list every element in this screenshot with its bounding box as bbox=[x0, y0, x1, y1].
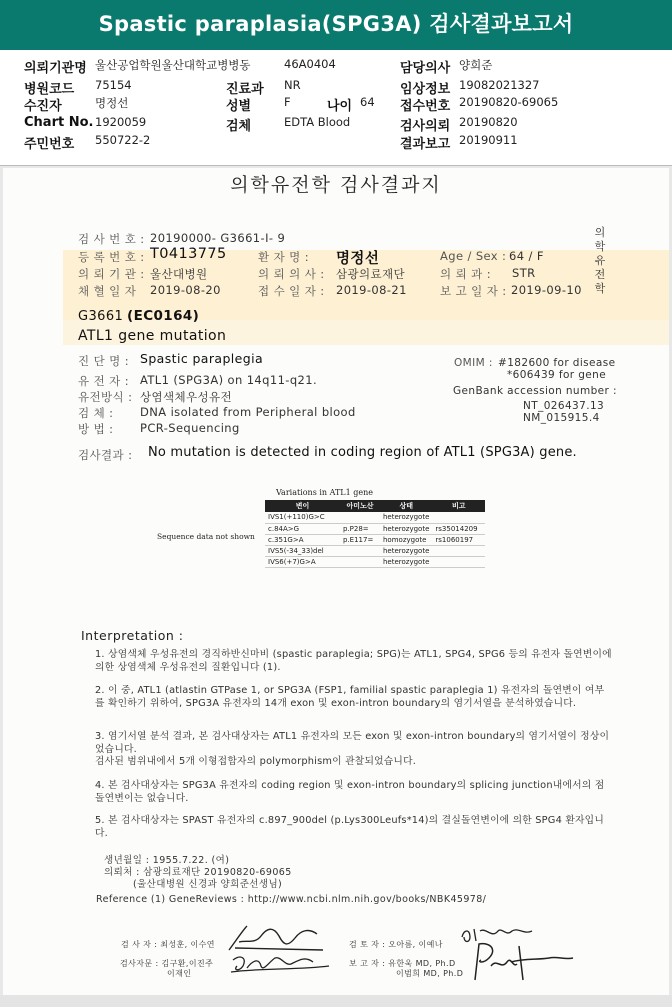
inherit-value: 상염색체우성유전 bbox=[140, 390, 233, 404]
genbank-nm: NM_015915.4 bbox=[523, 412, 600, 424]
table-row bbox=[265, 512, 485, 523]
info-value-age: 64 bbox=[360, 95, 375, 109]
info-value-chart: 1920059 bbox=[95, 115, 147, 129]
interpretation-para-4: 4. 본 검사대상자는 SPG3A 유전자의 coding region 및 exon-intron boundary의 splicing junction내에서의 점돌연변이는 없습니다. bbox=[95, 780, 605, 804]
omim-label: OMIM : bbox=[454, 357, 493, 369]
reg-no: T0413775 bbox=[150, 246, 227, 262]
info-value-resident: 550722-2 bbox=[95, 133, 151, 147]
interpretation-para-2: 2. 이 중, ATL1 (atlastin GTPase 1, or SPG3A (FSP1, familial spastic paraplegia 1) 유전자의 돌연변이 여부를 확인하기 위하여, SPG3A 유전자의 14개 exon 및 exon-intron boundary의 염기서열을 분석하였습니다. bbox=[95, 685, 605, 709]
advisor-signature bbox=[229, 950, 333, 978]
info-label-sex: 성별 bbox=[226, 99, 252, 114]
info-value-institution: 울산공업학원울산대학교병병동 bbox=[95, 58, 251, 72]
collect-date: 2019-08-20 bbox=[150, 283, 221, 297]
cell-variant: IVS6(+7)G>A bbox=[265, 556, 340, 567]
patient-label: 환 자 명 : bbox=[258, 250, 309, 264]
info-value-hospital-code: 75154 bbox=[95, 78, 132, 92]
dept-label: 의 뢰 과 : bbox=[440, 267, 491, 281]
sequence-note: Sequence data not shown bbox=[157, 532, 255, 541]
cell-note: rs1060197 bbox=[432, 534, 485, 545]
info-label-hospital-code: 병원코드 bbox=[24, 82, 75, 97]
sig-reporter-label: 보 고 자 : 유한욱 MD, Ph.D bbox=[349, 959, 456, 968]
gene-value: ATL1 (SPG3A) on 14q11-q21. bbox=[140, 373, 318, 387]
cell-amino bbox=[340, 556, 380, 567]
doc-title: 의학유전학 검사결과지 bbox=[230, 174, 442, 196]
cell-status: heterozygote bbox=[380, 556, 432, 567]
cell-note: rs35014209 bbox=[432, 523, 485, 534]
specimen-value: DNA isolated from Peripheral blood bbox=[140, 405, 356, 419]
info-value-result-report: 20190911 bbox=[459, 133, 518, 147]
info-label-receipt: 접수번호 bbox=[400, 99, 451, 114]
info-value-patient: 명정선 bbox=[95, 96, 129, 110]
report-title: Spastic paraplasia(SPG3A) 검사결과보고서 bbox=[98, 12, 574, 36]
report-date: 2019-09-10 bbox=[511, 283, 582, 297]
sig-advisor-label: 검사자문 : 김구환,이진주 bbox=[120, 959, 214, 968]
cell-note bbox=[432, 512, 485, 523]
side-label: 의학유전학 bbox=[594, 226, 606, 295]
diag-value: Spastic paraplegia bbox=[140, 351, 264, 366]
req-inst: 울산대병원 bbox=[150, 267, 208, 281]
diag-label: 진 단 명 : bbox=[78, 354, 129, 368]
cell-note bbox=[432, 556, 485, 567]
genbank-label: GenBank accession number : bbox=[453, 385, 617, 397]
info-label-resident: 주민번호 bbox=[24, 137, 75, 152]
info-value-doctor: 양희준 bbox=[459, 58, 493, 72]
info-value-department: NR bbox=[284, 78, 301, 92]
collect-label: 채 혈 일 자 bbox=[78, 284, 137, 298]
omim-gene: *606439 for gene bbox=[507, 369, 607, 381]
reporter-signature bbox=[461, 940, 581, 984]
dept-value: STR bbox=[512, 266, 536, 280]
agesex-value: 64 / F bbox=[509, 249, 544, 263]
cell-variant: IVS5(-34_33)del bbox=[265, 545, 340, 556]
patient-name: 명정선 bbox=[336, 251, 380, 267]
cell-amino: p.P28= bbox=[340, 523, 380, 534]
table-row bbox=[265, 534, 485, 545]
info-label-department: 진료과 bbox=[226, 82, 264, 97]
col-note: 비고 bbox=[432, 500, 485, 512]
cell-variant: IVS1(+110)G>C bbox=[265, 512, 340, 523]
test-name: ATL1 gene mutation bbox=[78, 328, 227, 344]
cell-amino bbox=[340, 545, 380, 556]
scanned-report bbox=[3, 168, 669, 995]
info-label-result-report: 결과보고 bbox=[400, 137, 451, 152]
sig-advisor-label-2: 이재인 bbox=[167, 969, 192, 978]
info-value-receipt: 20190820-69065 bbox=[459, 95, 559, 109]
specimen-label: 검 체 : bbox=[78, 406, 114, 420]
method-value: PCR-Sequencing bbox=[140, 421, 240, 435]
req-doc-label: 의 뢰 의 사 : bbox=[258, 267, 325, 281]
method-label: 방 법 : bbox=[78, 422, 114, 436]
interpretation-para-1: 1. 상염색체 우성유전의 경직하반신마비 (spastic paraplegia; SPG)는 ATL1, SPG4, SPG6 등의 유전자 돌연변이에 의한 상염색체 우성유전의 질환입니다 (1). bbox=[95, 649, 612, 673]
exam-no-label: 검 사 번 호 : bbox=[78, 232, 145, 246]
receive-date: 2019-08-21 bbox=[336, 283, 407, 297]
reference: Reference (1) GeneReviews : http://www.ncbi.nlm.nih.gov/books/NBK45978/ bbox=[96, 894, 487, 905]
variants-table bbox=[265, 500, 485, 568]
agesex-label: Age / Sex : bbox=[440, 249, 507, 263]
cell-status: heterozygote bbox=[380, 523, 432, 534]
table-row bbox=[265, 523, 485, 534]
table-row bbox=[265, 556, 485, 567]
omim-disease: #182600 for disease bbox=[498, 357, 616, 369]
variants-title: Variations in ATL1 gene bbox=[276, 488, 373, 497]
interpretation-para-5: 5. 본 검사대상자는 SPAST 유전자의 c.897_900del (p.Lys300Leufs*14)의 결실돌연변이에 의한 SPG4 환자입니다. bbox=[95, 815, 604, 839]
interpretation-para-3: 3. 염기서열 분석 결과, 본 검사대상자는 ATL1 유전자의 모든 exon 및 exon-intron boundary의 염기서열이 정상이었습니다. bbox=[95, 731, 610, 755]
col-amino: 아미노산 bbox=[340, 500, 380, 512]
inherit-label: 유전방식 : bbox=[78, 390, 133, 404]
gene-label: 유 전 자 : bbox=[78, 374, 129, 388]
info-value-request: 20190820 bbox=[459, 115, 518, 129]
cell-status: heterozygote bbox=[380, 512, 432, 523]
report-label: 보 고 일 자 : bbox=[440, 284, 507, 298]
table-row bbox=[265, 545, 485, 556]
exam-no: 20190000- G3661-I- 9 bbox=[150, 231, 286, 245]
sig-reviewer-label: 검 토 자 : 오아름, 이예나 bbox=[349, 940, 443, 949]
info-label-institution: 의뢰기관명 bbox=[24, 61, 87, 76]
col-status: 상태 bbox=[380, 500, 432, 512]
info-label-specimen: 검체 bbox=[226, 119, 252, 134]
info-label-clinical: 임상정보 bbox=[400, 82, 451, 97]
info-label-chart: Chart No. bbox=[24, 115, 94, 130]
test-code: G3661 bbox=[78, 309, 124, 324]
result-label: 검사결과 : bbox=[78, 448, 133, 462]
cell-note bbox=[432, 545, 485, 556]
reg-no-label: 등 록 번 호 : bbox=[78, 250, 145, 264]
requester: 의뢰처 : 삼광의료재단 20190820-69065 bbox=[104, 867, 292, 878]
result-text: No mutation is detected in coding region of ATL1 (SPG3A) gene. bbox=[148, 445, 577, 460]
info-value-ward: 46A0404 bbox=[284, 57, 336, 71]
info-value-clinical: 19082021327 bbox=[459, 78, 540, 92]
patient-info-panel bbox=[0, 50, 672, 166]
req-doc: 삼광의료재단 bbox=[336, 267, 406, 281]
sig-examiner-label: 검 사 자 : 최성훈, 이수연 bbox=[121, 940, 215, 949]
cell-amino: p.E117= bbox=[340, 534, 380, 545]
cell-amino bbox=[340, 512, 380, 523]
variants-header-row bbox=[265, 500, 485, 512]
col-variant: 변이 bbox=[265, 500, 340, 512]
requester-detail: (울산대병원 신경과 양희준선생님) bbox=[133, 879, 283, 890]
cell-variant: c.84A>G bbox=[265, 523, 340, 534]
info-label-doctor: 담당의사 bbox=[400, 61, 451, 76]
test-code-2: (EC0164) bbox=[127, 308, 200, 324]
sig-reporter-label-2: 이범희 MD, Ph.D bbox=[396, 969, 464, 978]
cell-variant: c.351G>A bbox=[265, 534, 340, 545]
info-value-specimen: EDTA Blood bbox=[284, 115, 351, 129]
birth-date: 생년월일 : 1955.7.22. (여) bbox=[104, 855, 230, 866]
bottom-strip bbox=[0, 995, 672, 1007]
interpretation-heading: Interpretation : bbox=[81, 628, 184, 643]
genbank-nt: NT_026437.13 bbox=[523, 400, 605, 412]
cell-status: homozygote bbox=[380, 534, 432, 545]
cell-status: heterozygote bbox=[380, 545, 432, 556]
info-label-patient: 수진자 bbox=[24, 99, 62, 114]
receive-label: 접 수 일 자 : bbox=[258, 284, 325, 298]
req-inst-label: 의 뢰 기 관 : bbox=[78, 267, 145, 281]
interpretation-para-3b: 검사된 범위내에서 5개 이형접합자의 polymorphism이 관찰되었습니다. bbox=[95, 756, 417, 767]
info-label-age: 나이 bbox=[327, 99, 353, 114]
info-label-request: 검사의뢰 bbox=[400, 119, 451, 134]
info-value-sex: F bbox=[284, 95, 291, 109]
report-title-bar bbox=[0, 0, 672, 50]
examiner-signature bbox=[225, 920, 329, 954]
